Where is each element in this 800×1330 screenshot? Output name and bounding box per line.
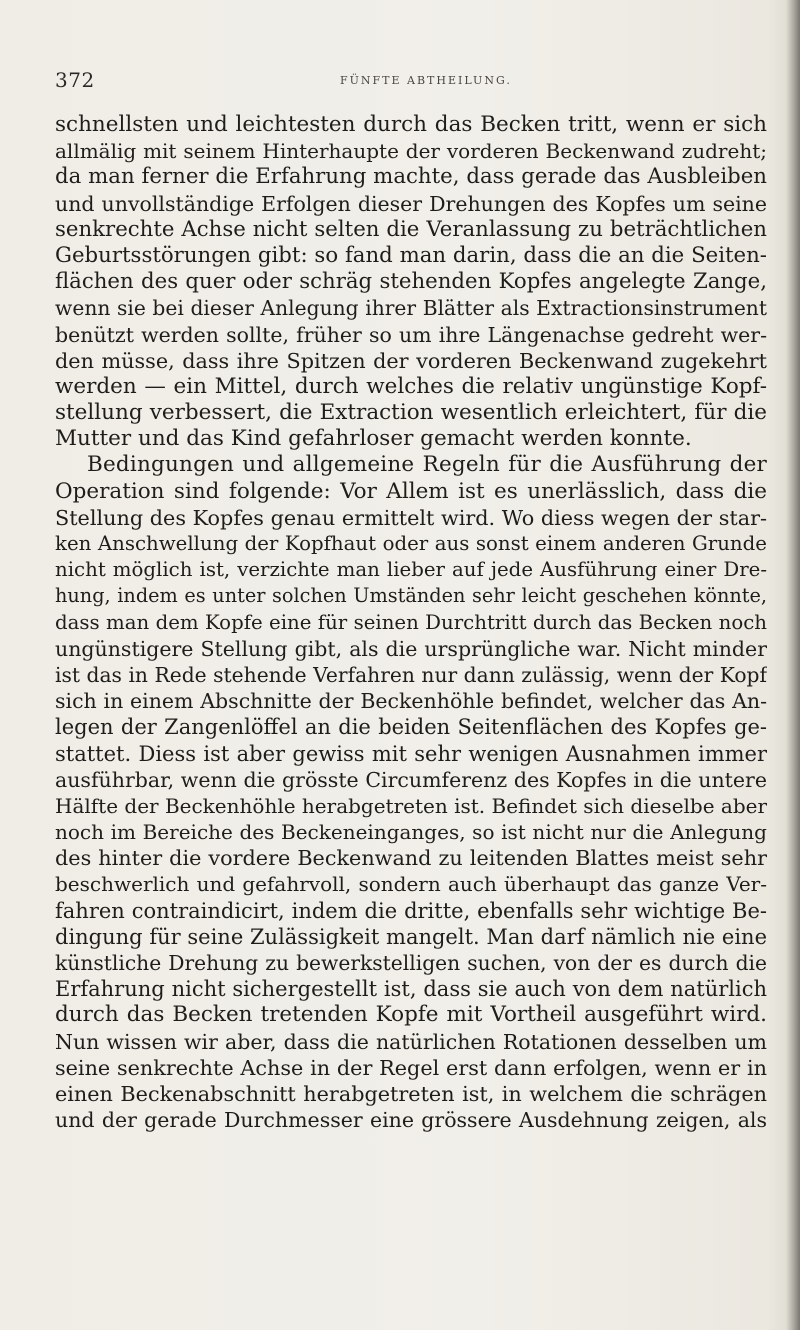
text-line: senkrechte Achse nicht selten die Veranlassung zu beträchtlichen [55,216,767,242]
text-line: durch das Becken tretenden Kopfe mit Vortheil ausgeführt wird. [55,1002,767,1028]
text-line: legen der Zangenlöffel an die beiden Seitenflächen des Kopfes ge- [55,715,767,740]
text-line: beschwerlich und gefahrvoll, sondern auch überhaupt das ganze Ver- [55,872,767,897]
text-line: da man ferner die Erfahrung machte, dass gerade das Ausbleiben [55,164,767,190]
text-line: stellung verbessert, die Extraction wesentlich erleichtert, für die [55,400,767,426]
text-line: Geburtsstörungen gibt: so fand man darin, dass die an die Seiten- [55,242,767,268]
text-line: ken Anschwellung der Kopfhaut oder aus sonst einem anderen Grunde [55,532,767,555]
text-line: und der gerade Durchmesser eine grössere Ausdehnung zeigen, als [55,1108,767,1133]
text-line: ist das in Rede stehende Verfahren nur dann zulässig, wenn der Kopf [55,662,767,687]
text-line: Erfahrung nicht sichergestellt ist, dass sie auch von dem natürlich [55,977,767,1002]
text-line: den müsse, dass ihre Spitzen der vorderen Beckenwand zugekehrt [55,348,767,373]
text-line: einen Beckenabschnitt herabgetreten ist, in welchem die schrägen [55,1081,767,1106]
text-line: des hinter die vordere Beckenwand zu leitenden Blattes meist sehr [55,846,767,871]
text-line: allmälig mit seinem Hinterhaupte der vorderen Beckenwand zudreht; [55,139,767,164]
text-line: dingung für seine Zulässigkeit mangelt. Man darf nämlich nie eine [55,924,767,949]
text-line: hung, indem es unter solchen Umständen sehr leicht geschehen könnte, [55,584,767,608]
text-line: werden — ein Mittel, durch welches die relativ ungünstige Kopf- [55,373,767,399]
page-number: 372 [55,68,95,92]
text-line: noch im Bereiche des Beckeneinganges, so ist nicht nur die Anlegung [55,820,767,845]
body-text [55,112,767,1133]
text-line: ungünstigere Stellung gibt, als die ursprüngliche war. Nicht minder [55,636,767,661]
running-head: FÜNFTE ABTHEILUNG. [340,74,512,87]
text-line: stattet. Diess ist aber gewiss mit sehr wenigen Ausnahmen immer [55,741,767,766]
text-line: fahren contraindicirt, indem die dritte, ebenfalls sehr wichtige Be- [55,898,767,923]
text-line: Nun wissen wir aber, dass die natürlichen Rotationen desselben um [55,1029,767,1054]
page-header [55,68,755,92]
text-line: seine senkrechte Achse in der Regel erst dann erfolgen, wenn er in [55,1055,767,1080]
text-line: und unvollständige Erfolgen dieser Drehungen des Kopfes um seine [55,191,767,216]
text-line: Mutter und das Kind gefahrloser gemacht werden konnte. [55,426,692,452]
text-line: Operation sind folgende: Vor Allem ist es unerlässlich, dass die [55,478,767,504]
text-line: benützt werden sollte, früher so um ihre Längenachse gedreht wer- [55,322,767,347]
text-line: schnellsten und leichtesten durch das Becken tritt, wenn er sich [55,112,767,137]
text-line: nicht möglich ist, verzichte man lieber auf jede Ausführung einer Dre- [55,558,767,582]
text-line: sich in einem Abschnitte der Beckenhöhle befindet, welcher das An- [55,689,767,714]
page-edge-shadow [786,0,800,1330]
text-line: künstliche Drehung zu bewerkstelligen suchen, von der es durch die [55,951,767,975]
text-line: Stellung des Kopfes genau ermittelt wird. Wo diess wegen der star- [55,505,767,530]
text-line: wenn sie bei dieser Anlegung ihrer Blätter als Extractionsinstrument [55,296,767,321]
text-line: dass man dem Kopfe eine für seinen Durchtritt durch das Becken noch [55,610,767,634]
text-line: Hälfte der Beckenhöhle herabgetreten ist. Befindet sich dieselbe aber [55,793,767,818]
text-line: ausführbar, wenn die grösste Circumferenz des Kopfes in die untere [55,767,767,792]
text-line: Bedingungen und allgemeine Regeln für die Ausführung der [87,452,767,478]
text-line: flächen des quer oder schräg stehenden Kopfes angelegte Zange, [55,269,767,295]
